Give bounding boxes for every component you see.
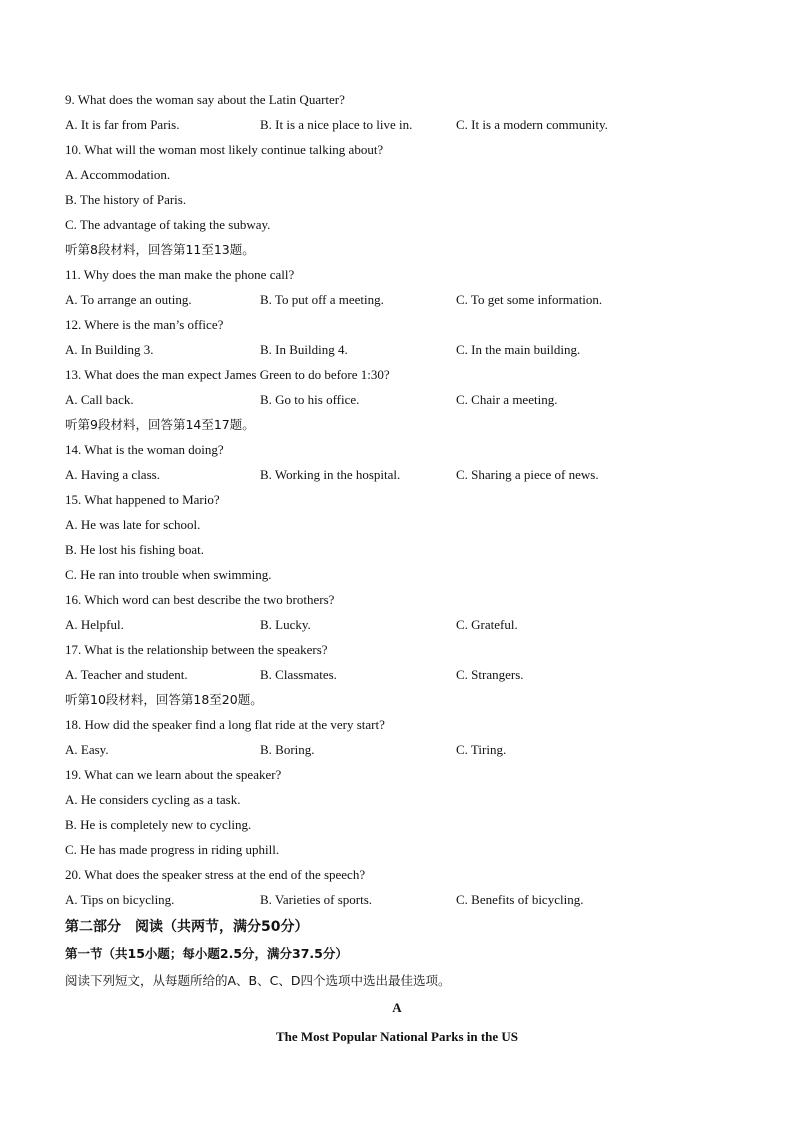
question-line: 18. How did the speaker find a long flat ride at the very start? bbox=[65, 717, 385, 732]
question-line: A. He considers cycling as a task. bbox=[65, 792, 241, 807]
section-heading: 第二部分 阅读（共两节，满分50分） bbox=[65, 919, 309, 935]
option-row bbox=[65, 117, 765, 133]
option-b: B. Varieties of sports. bbox=[260, 892, 373, 907]
question-line: 15. What happened to Mario? bbox=[65, 492, 220, 507]
question-line: 13. What does the man expect James Green to do before 1:30? bbox=[65, 367, 390, 382]
option-c: C. Tiring. bbox=[456, 742, 507, 757]
question-line: 10. What will the woman most likely continue talking about? bbox=[65, 142, 384, 157]
option-row bbox=[65, 742, 765, 758]
option-row bbox=[65, 892, 765, 908]
option-b: B. To put off a meeting. bbox=[260, 292, 384, 307]
option-c: C. Benefits of bicycling. bbox=[456, 892, 584, 907]
instruction-line: 听第8段材料，回答第11至13题。 bbox=[65, 242, 255, 257]
option-a: A. Helpful. bbox=[65, 617, 124, 632]
option-a: A. Having a class. bbox=[65, 467, 160, 482]
instruction-line: 听第10段材料，回答第18至20题。 bbox=[65, 692, 263, 707]
option-row bbox=[65, 467, 765, 483]
option-b: B. Working in the hospital. bbox=[260, 467, 401, 482]
passage-title: The Most Popular National Parks in the US bbox=[275, 1029, 519, 1044]
option-c: C. In the main building. bbox=[456, 342, 581, 357]
question-line: B. He is completely new to cycling. bbox=[65, 817, 252, 832]
question-line: 17. What is the relationship between the speakers? bbox=[65, 642, 328, 657]
option-c: C. Strangers. bbox=[456, 667, 524, 682]
option-row bbox=[65, 392, 765, 408]
question-line: C. He ran into trouble when swimming. bbox=[65, 567, 272, 582]
option-row bbox=[65, 617, 765, 633]
option-c: C. Grateful. bbox=[456, 617, 518, 632]
option-a: A. It is far from Paris. bbox=[65, 117, 180, 132]
option-b: B. Classmates. bbox=[260, 667, 337, 682]
option-row bbox=[65, 292, 765, 308]
question-line: 11. Why does the man make the phone call? bbox=[65, 267, 295, 282]
question-line: 16. Which word can best describe the two brothers? bbox=[65, 592, 335, 607]
question-line: A. Accommodation. bbox=[65, 167, 171, 182]
option-row bbox=[65, 342, 765, 358]
question-line: 12. Where is the man’s office? bbox=[65, 317, 224, 332]
instruction-line: 听第9段材料，回答第14至17题。 bbox=[65, 417, 255, 432]
question-line: C. The advantage of taking the subway. bbox=[65, 217, 271, 232]
option-c: C. Chair a meeting. bbox=[456, 392, 558, 407]
option-c: C. It is a modern community. bbox=[456, 117, 608, 132]
option-c: C. Sharing a piece of news. bbox=[456, 467, 599, 482]
question-line: C. He has made progress in riding uphill. bbox=[65, 842, 280, 857]
subsection-heading: 第一节（共15小题；每小题2.5分，满分37.5分） bbox=[65, 946, 348, 961]
option-b: B. Lucky. bbox=[260, 617, 311, 632]
option-b: B. In Building 4. bbox=[260, 342, 348, 357]
option-c: C. To get some information. bbox=[456, 292, 603, 307]
passage-label: A bbox=[392, 1000, 402, 1015]
question-line: B. The history of Paris. bbox=[65, 192, 187, 207]
question-line: B. He lost his fishing boat. bbox=[65, 542, 205, 557]
option-b: B. It is a nice place to live in. bbox=[260, 117, 413, 132]
option-b: B. Go to his office. bbox=[260, 392, 360, 407]
instruction-line: 阅读下列短文，从每题所给的A、B、C、D四个选项中选出最佳选项。 bbox=[65, 973, 451, 988]
option-a: A. Easy. bbox=[65, 742, 109, 757]
option-a: A. To arrange an outing. bbox=[65, 292, 192, 307]
option-row bbox=[65, 667, 765, 683]
option-a: A. In Building 3. bbox=[65, 342, 154, 357]
question-line: A. He was late for school. bbox=[65, 517, 201, 532]
question-line: 9. What does the woman say about the Latin Quarter? bbox=[65, 92, 345, 107]
option-a: A. Call back. bbox=[65, 392, 134, 407]
question-line: 14. What is the woman doing? bbox=[65, 442, 224, 457]
question-line: 19. What can we learn about the speaker? bbox=[65, 767, 282, 782]
option-a: A. Tips on bicycling. bbox=[65, 892, 175, 907]
option-b: B. Boring. bbox=[260, 742, 315, 757]
option-a: A. Teacher and student. bbox=[65, 667, 188, 682]
question-line: 20. What does the speaker stress at the end of the speech? bbox=[65, 867, 366, 882]
